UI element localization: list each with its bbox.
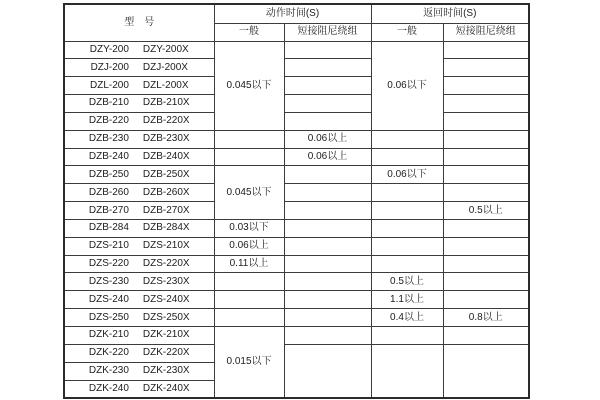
action-time-general-cell: 0.015以下 (214, 327, 284, 398)
action-time-general-cell: 0.03以下 (214, 219, 284, 237)
model-primary: DZL-200 (90, 79, 129, 91)
model-primary: DZB-230 (88, 133, 129, 145)
action-time-damped-cell (284, 166, 371, 184)
return-time-general-cell: 0.06以下 (371, 166, 443, 184)
return-time-damped-cell (443, 77, 529, 95)
model-cell (64, 344, 214, 362)
model-primary: DZK-240 (88, 382, 129, 394)
return-time-general-cell (371, 148, 443, 166)
action-time-general-cell: 0.045以下 (214, 166, 284, 220)
model-cell (64, 59, 214, 77)
return-time-damped-cell (443, 237, 529, 255)
model-primary: DZB-260 (88, 186, 129, 198)
action-time-general-cell (214, 309, 284, 327)
return-time-damped-cell: 0.8以上 (443, 309, 529, 327)
model-cell (64, 202, 214, 220)
model-primary: DZK-220 (88, 347, 129, 359)
table-row (64, 59, 529, 77)
table-row (64, 309, 529, 327)
model-cell (64, 219, 214, 237)
model-cell (64, 148, 214, 166)
return-time-damped-cell (443, 59, 529, 77)
model-cell (64, 255, 214, 273)
action-time-damped-cell (284, 59, 371, 77)
return-time-general-cell: 0.06以下 (371, 41, 443, 130)
table-row (64, 219, 529, 237)
model-primary: DZS-250 (88, 311, 129, 323)
return-time-damped-cell (443, 291, 529, 309)
return-time-damped-cell (443, 41, 529, 59)
header-return-general: 一般 (371, 23, 443, 41)
action-time-general-cell: 0.06以上 (214, 237, 284, 255)
return-time-damped-cell (443, 166, 529, 184)
action-time-general-cell: 0.045以下 (214, 41, 284, 130)
return-time-general-cell (371, 130, 443, 148)
model-cell (64, 273, 214, 291)
return-time-damped-cell (443, 273, 529, 291)
model-variant: DZS-220X (142, 258, 190, 270)
action-time-damped-cell (284, 344, 371, 398)
header-action-damped: 短接阻尼绕组 (284, 23, 371, 41)
return-time-general-cell (371, 202, 443, 220)
return-time-damped-cell (443, 130, 529, 148)
action-time-damped-cell (284, 327, 371, 345)
return-time-damped-cell (443, 219, 529, 237)
action-time-damped-cell: 0.06以上 (284, 130, 371, 148)
model-variant: DZK-220X (142, 347, 190, 359)
action-time-damped-cell (284, 112, 371, 130)
model-variant: DZJ-200X (142, 61, 188, 73)
table-row (64, 273, 529, 291)
table-row (64, 77, 529, 95)
return-time-general-cell: 0.5以上 (371, 273, 443, 291)
action-time-general-cell (214, 130, 284, 148)
table-row (64, 237, 529, 255)
model-variant: DZB-230X (142, 133, 190, 145)
action-time-damped-cell (284, 77, 371, 95)
spec-table (63, 3, 530, 399)
return-time-general-cell (371, 344, 443, 398)
model-variant: DZK-230X (142, 365, 190, 377)
return-time-damped-cell (443, 255, 529, 273)
model-primary: DZS-240 (88, 293, 129, 305)
model-primary: DZS-230 (88, 275, 129, 287)
model-primary: DZB-210 (88, 97, 129, 109)
table-row (64, 327, 529, 345)
spec-table-body (64, 41, 529, 398)
model-variant: DZB-240X (142, 150, 190, 162)
header-return-time: 返回时间(S) (371, 4, 529, 23)
model-primary: DZK-230 (88, 365, 129, 377)
table-row (64, 130, 529, 148)
header-return-damped: 短接阻尼绕组 (443, 23, 529, 41)
action-time-general-cell (214, 148, 284, 166)
return-time-damped-cell (443, 184, 529, 202)
model-cell (64, 77, 214, 95)
table-row (64, 166, 529, 184)
model-primary: DZJ-200 (90, 61, 129, 73)
model-cell (64, 130, 214, 148)
model-cell (64, 362, 214, 380)
action-time-damped-cell (284, 202, 371, 220)
model-variant: DZB-210X (142, 97, 190, 109)
model-variant: DZB-250X (142, 168, 190, 180)
model-primary: DZB-220 (88, 115, 129, 127)
model-variant: DZS-210X (142, 240, 190, 252)
return-time-damped-cell (443, 148, 529, 166)
action-time-general-cell (214, 291, 284, 309)
action-time-general-cell (214, 273, 284, 291)
model-variant: DZB-284X (142, 222, 190, 234)
action-time-damped-cell (284, 291, 371, 309)
model-primary: DZB-270 (88, 204, 129, 216)
table-row (64, 255, 529, 273)
return-time-general-cell (371, 184, 443, 202)
action-time-damped-cell (284, 184, 371, 202)
action-time-damped-cell (284, 309, 371, 327)
return-time-damped-cell (443, 344, 529, 398)
model-variant: DZB-220X (142, 115, 190, 127)
model-cell (64, 184, 214, 202)
model-variant: DZS-230X (142, 275, 190, 287)
table-row (64, 291, 529, 309)
model-primary: DZY-200 (89, 43, 129, 55)
return-time-general-cell (371, 255, 443, 273)
action-time-damped-cell (284, 237, 371, 255)
model-variant: DZS-250X (142, 311, 190, 323)
model-variant: DZK-210X (142, 329, 190, 341)
action-time-damped-cell (284, 255, 371, 273)
model-cell (64, 166, 214, 184)
table-row (64, 41, 529, 59)
action-time-damped-cell (284, 41, 371, 59)
header-group-row (64, 4, 529, 23)
model-variant: DZS-240X (142, 293, 190, 305)
table-row (64, 148, 529, 166)
header-model: 型 号 (64, 4, 214, 41)
action-time-general-cell: 0.11以上 (214, 255, 284, 273)
model-cell (64, 237, 214, 255)
header-action-time: 动作时间(S) (214, 4, 371, 23)
model-variant: DZL-200X (142, 79, 189, 91)
return-time-damped-cell: 0.5以上 (443, 202, 529, 220)
model-primary: DZS-220 (88, 258, 129, 270)
model-variant: DZK-240X (142, 382, 190, 394)
return-time-damped-cell (443, 95, 529, 113)
model-cell (64, 41, 214, 59)
return-time-general-cell (371, 219, 443, 237)
model-primary: DZS-210 (88, 240, 129, 252)
return-time-general-cell: 0.4以上 (371, 309, 443, 327)
action-time-damped-cell (284, 95, 371, 113)
return-time-damped-cell (443, 112, 529, 130)
model-primary: DZB-240 (88, 150, 129, 162)
table-row (64, 344, 529, 362)
table-row (64, 202, 529, 220)
table-row (64, 112, 529, 130)
table-row (64, 184, 529, 202)
action-time-damped-cell (284, 219, 371, 237)
return-time-general-cell: 1.1以上 (371, 291, 443, 309)
model-cell (64, 380, 214, 398)
action-time-damped-cell (284, 273, 371, 291)
model-variant: DZB-260X (142, 186, 190, 198)
model-primary: DZB-250 (88, 168, 129, 180)
spec-table-header (64, 4, 529, 41)
model-cell (64, 95, 214, 113)
return-time-damped-cell (443, 327, 529, 345)
model-cell (64, 112, 214, 130)
return-time-general-cell (371, 327, 443, 345)
model-variant: DZB-270X (142, 204, 190, 216)
table-row (64, 95, 529, 113)
model-primary: DZK-210 (88, 329, 129, 341)
return-time-general-cell (371, 237, 443, 255)
model-cell (64, 327, 214, 345)
model-cell (64, 309, 214, 327)
model-primary: DZB-284 (88, 222, 129, 234)
model-cell (64, 291, 214, 309)
model-variant: DZY-200X (142, 43, 189, 55)
action-time-damped-cell: 0.06以上 (284, 148, 371, 166)
header-action-general: 一般 (214, 23, 284, 41)
